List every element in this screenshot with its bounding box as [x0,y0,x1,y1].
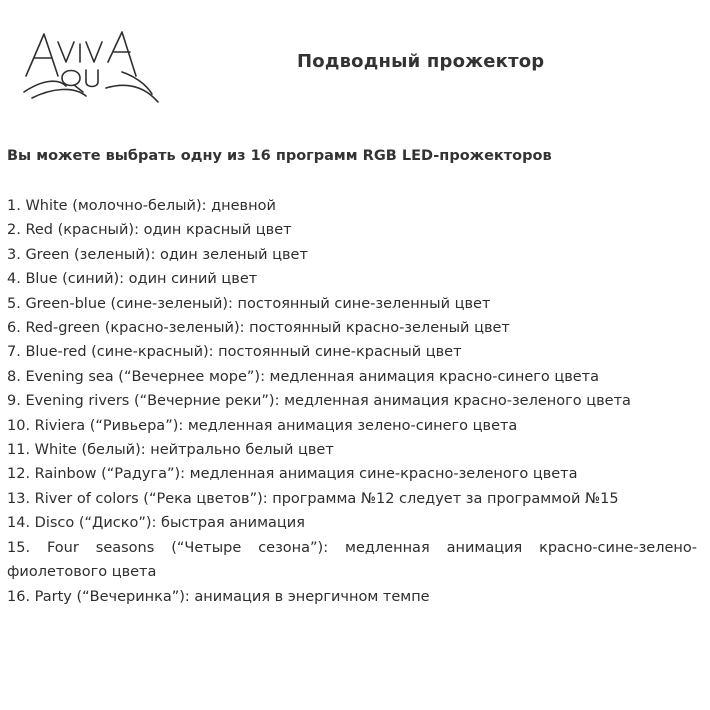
program-list [7,194,697,609]
program-item: 7. Blue-red (сине-красный): постоянный сине-красный цвет [7,344,462,361]
program-item: 14. Disco (“Диско”): быстрая анимация [7,515,305,532]
program-item: 6. Red-green (красно-зеленый): постоянный красно-зеленый цвет [7,320,510,337]
program-item: 5. Green-blue (сине-зеленый): постоянный сине-зеленный цвет [7,295,491,312]
program-item: 13. River of colors (“Река цветов”): программа №12 следует за программой №15 [7,490,619,507]
page-title: Подводный прожектор [297,51,545,72]
intro-heading: Вы можете выбрать одну из 16 программ RGB LED-прожекторов [7,148,552,164]
program-item: 11. White (белый): нейтрально белый цвет [7,442,334,459]
program-item: 8. Evening sea (“Вечернее море”): медленная анимация красно-синего цвета [7,368,600,385]
program-item: 3. Green (зеленый): один зеленый цвет [7,246,308,263]
program-item: 16. Party (“Вечеринка”): анимация в энергичном темпе [7,588,430,605]
aviva-aqua-logo [22,28,162,110]
program-item: 2. Red (красный): один красный цвет [7,222,292,239]
program-item: 4. Blue (синий): один синий цвет [7,271,258,288]
program-item: 10. Riviera (“Ривьера”): медленная анимация зелено-синего цвета [7,417,518,434]
program-item: 12. Rainbow (“Радуга”): медленная анимация сине-красно-зеленого цвета [7,466,578,483]
program-item: 15. Four seasons (“Четыре сезона”): медленная анимация красно-сине-зелено-фиолетового цвета [7,539,697,581]
program-item: 1. White (молочно-белый): дневной [7,198,276,214]
program-item: 9. Evening rivers (“Вечерние реки”): медленная анимация красно-зеленого цвета [7,393,631,410]
